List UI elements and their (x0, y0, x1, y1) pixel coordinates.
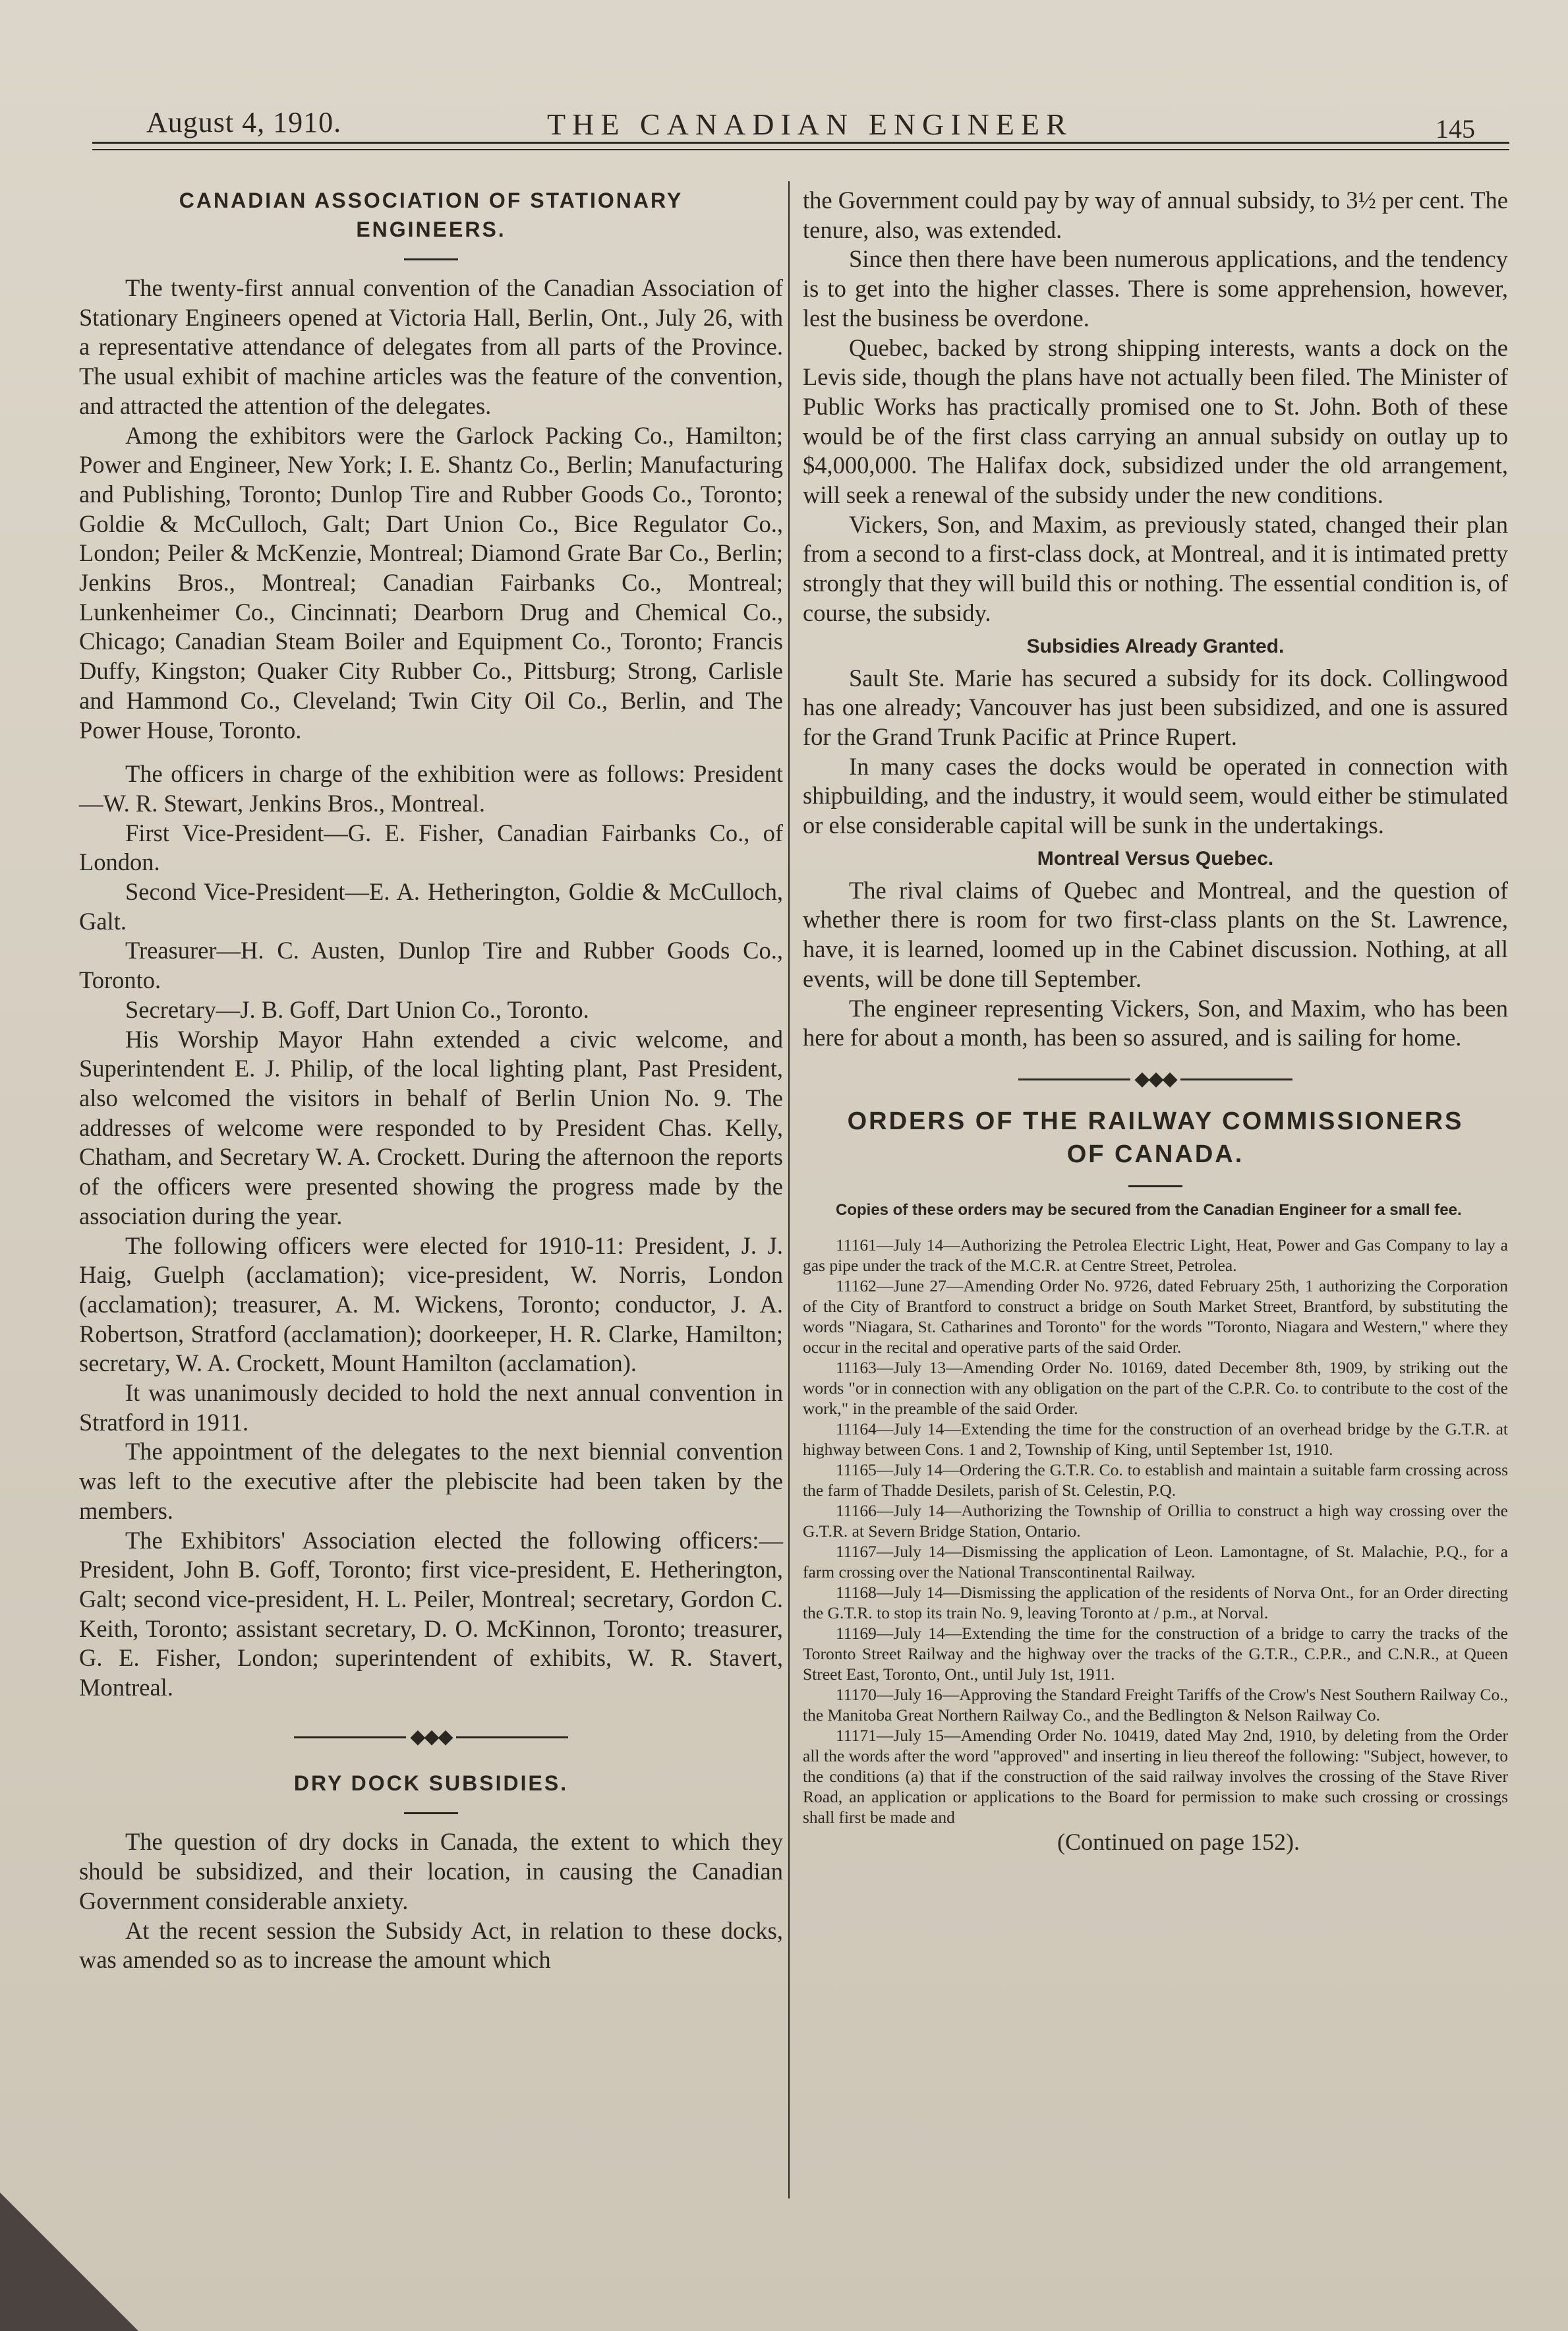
title-rule (1128, 1185, 1182, 1187)
article-paragraph: the Government could pay by way of annual subsidy, to 3½ per cent. The tenure, also, was extended. (803, 187, 1508, 243)
article-title-line2: ENGINEERS. (356, 218, 506, 241)
article-title-line1: CANADIAN ASSOCIATION OF STATIONARY (179, 189, 683, 212)
article-paragraph: The appointment of the delegates to the next biennial convention was left to the executive after the plebiscite had been taken by the members. (79, 1438, 783, 1524)
article-paragraph: Second Vice-President—E. A. Hetherington, Goldie & McCulloch, Galt. (79, 878, 783, 935)
article-paragraph: Among the exhibitors were the Garlock Packing Co., Hamilton; Power and Engineer, New York; I. E. Shantz Co., Berlin; Manufacturing and Publishing, Toronto; Dunlop Tire and Rubber Goods Co., Toronto; Goldie & McCulloch, Galt; Dart Union Co., Bice Regulator Co., London; Peiler & McKenzie, Montreal; Diamond Grate Bar Co., Berlin; Jenkins Bros., Montreal; Canadian Fairbanks Co., Montreal; Lunkenheimer Co., Cincinnati; Dearborn Drug and Chemical Co., Chicago; Canadian Steam Boiler and Equipment Co., Toronto; Francis Duffy, Kingston; Quaker City Rubber Co., Pittsburg; Strong, Carlisle and Hammond Co., Cleveland; Twin City Oil Co., Berlin, and The Power House, Toronto. (79, 421, 783, 744)
orders-title-line1: ORDERS OF THE RAILWAY COMMISSIONERS (847, 1107, 1464, 1135)
article-paragraph: At the recent session the Subsidy Act, in relation to these docks, was amended so as to increase the amount which (79, 1916, 783, 1974)
article-paragraph: First Vice-President—G. E. Fisher, Canadian Fairbanks Co., of London. (79, 819, 783, 876)
article-paragraph: Secretary—J. B. Goff, Dart Union Co., Toronto. (125, 995, 589, 1023)
section-ornament: ◆◆◆ (803, 1065, 1508, 1094)
article-paragraph: Sault Ste. Marie has secured a subsidy for its dock. Collingwood has one already; Vancouver has just been subsidized, and one is assured for the Grand Trunk Pacific at Prince Rupert. (803, 664, 1508, 750)
subheading: Subsidies Already Granted. (1026, 635, 1285, 657)
article-paragraph: Since then there have been numerous applications, and the tendency is to get into the higher classes. There is some apprehension, however, lest the business be overdone. (803, 245, 1508, 332)
article-paragraph: Vickers, Son, and Maxim, as previously stated, changed their plan from a second to a first-class dock, at Montreal, and it is intimated pretty strongly that they will build this or nothing. The essential condition is, of course, the subsidy. (803, 510, 1508, 626)
article-paragraph: The Exhibitors' Association elected the following officers:—President, John B. Goff, Toronto; first vice-president, E. Hetherington, Galt; second vice-president, H. L. Peiler, Montreal; secretary, Gordon C. Keith, Toronto; assistant secretary, D. O. McKinnon, Toronto; treasurer, G. E. Fisher, London; superintendent of exhibits, W. R. Stavert, Montreal. (79, 1526, 783, 1701)
order-item: 11165—July 14—Ordering the G.T.R. Co. to establish and maintain a suitable farm crossing across the farm of Thadde Desilets, parish of St. Celestin, P.Q. (803, 1460, 1508, 1500)
order-item: 11164—July 14—Extending the time for the construction of an overhead bridge by the G.T.R. at highway between Cons. 1 and 2, Township of King, until September 1st, 1910. (803, 1419, 1508, 1459)
article-paragraph: The twenty-first annual convention of the Canadian Association of Stationary Engineers opened at Victoria Hall, Berlin, Ont., July 26, with a representative attendance of delegates from all parts of the Province. The usual exhibit of machine articles was the feature of the convention, and attracted the attention of the delegates. (79, 274, 783, 419)
article-paragraph: It was unanimously decided to hold the next annual convention in Stratford in 1911. (79, 1379, 783, 1436)
article-paragraph: His Worship Mayor Hahn extended a civic welcome, and Superintendent E. J. Philip, of the local lighting plant, Past President, also welcomed the visitors in behalf of Berlin Union No. 9. The addresses of welcome were responded to by President Chas. Kelly, Chatham, and Secretary W. A. Crockett. During the afternoon the reports of the officers were presented showing the progress made by the association during the year. (79, 1025, 783, 1229)
continued-notice: (Continued on page 152). (1057, 1828, 1300, 1855)
order-item: 11162—June 27—Amending Order No. 9726, dated February 25th, 1 authorizing the Corporation of the City of Brantford to construct a bridge on South Market Street, Brantford, by substituting the words "Niagara, St. Catharines and Toronto" for the words "Toronto, Niagara and Western," where they occur in the recital and operative parts of the said Order. (803, 1276, 1508, 1357)
right-column (803, 186, 1508, 1856)
order-item: 11171—July 15—Amending Order No. 10419, dated May 2nd, 1910, by deleting from the Order all the words after the word "approved" and inserting in lieu thereof the following: "Subject, however, to the conditions (a) that if the construction of the said railway involves the crossing of the Stave River Road, an application or applications to the Board for permission to make such crossing or crossings shall first be made and (803, 1725, 1508, 1827)
order-item: 11163—July 13—Amending Order No. 10169, dated December 8th, 1909, by striking out the words "or in connection with any obligation on the part of the C.P.R. Co. to contribute to the cost of the work," in the preamble of the said Order. (803, 1357, 1508, 1418)
issue-date: August 4, 1910. (146, 106, 342, 138)
left-column (79, 186, 783, 1975)
article-paragraph: The question of dry docks in Canada, the extent to which they should be subsidized, and their location, in causing the Canadian Government considerable anxiety. (79, 1828, 783, 1914)
article-paragraph: In many cases the docks would be operated in connection with shipbuilding, and the industry, it would seem, would either be stimulated or else considerable capital will be sunk in the undertakings. (803, 752, 1508, 839)
header-rule-top (92, 142, 1509, 144)
header-rule-bottom (92, 149, 1509, 150)
column-divider (788, 181, 790, 2198)
order-item: 11168—July 14—Dismissing the application of the residents of Norva Ont., for an Order directing the G.T.R. to stop its train No. 9, leaving Toronto at / p.m., at Norval. (803, 1582, 1508, 1622)
page-number: 145 (1436, 114, 1475, 144)
scan-corner-shadow (0, 2193, 138, 2331)
order-item: 11161—July 14—Authorizing the Petrolea Electric Light, Heat, Power and Gas Company to lay a gas pipe under the track of the M.C.R. at Centre Street, Petrolea. (803, 1235, 1508, 1275)
article-paragraph: Treasurer—H. C. Austen, Dunlop Tire and Rubber Goods Co., Toronto. (79, 937, 783, 994)
title-rule (404, 258, 458, 260)
title-rule (404, 1812, 458, 1814)
order-item: 11167—July 14—Dismissing the application of Leon. Lamontagne, of St. Malachie, P.Q., for a farm crossing over the National Transcontinental Railway. (803, 1541, 1508, 1581)
article-paragraph: The officers in charge of the exhibition were as follows: President—W. R. Stewart, Jenkins Bros., Montreal. (79, 760, 783, 817)
orders-intro: Copies of these orders may be secured from the Canadian Engineer for a small fee. (836, 1200, 1462, 1219)
orders-list (803, 1200, 1508, 1827)
article-paragraph: Quebec, backed by strong shipping interests, wants a dock on the Levis side, though the plans have not actually been filed. The Minister of Public Works has practically promised one to St. John. Both of these would be of the first class carrying an annual subsidy on outlay up to $4,000,000. The Halifax dock, subsidized under the old arrangement, will seek a renewal of the subsidy under the new conditions. (803, 334, 1508, 509)
orders-title-line2: OF CANADA. (1066, 1140, 1244, 1168)
section-ornament: ◆◆◆ (79, 1723, 783, 1752)
article-title: DRY DOCK SUBSIDIES. (293, 1771, 569, 1796)
subheading: Montreal Versus Quebec. (1037, 847, 1274, 870)
order-item: 11169—July 14—Extending the time for the construction of a bridge to carry the tracks of the Toronto Street Railway and the highway over the tracks of the G.T.R., C.P.R., and C.N.R., at Queen Street East, Toronto, Ont., until July 1st, 1911. (803, 1623, 1508, 1684)
article-paragraph: The rival claims of Quebec and Montreal, and the question of whether there is room for two first-class plants on the St. Lawrence, have, it is learned, loomed up in the Cabinet discussion. Nothing, at all events, will be done till September. (803, 876, 1508, 992)
publication-title: THE CANADIAN ENGINEER (547, 107, 1073, 141)
article-paragraph: The engineer representing Vickers, Son, and Maxim, who has been here for about a month, has been so assured, and is sailing for home. (803, 994, 1508, 1051)
article-paragraph: The following officers were elected for 1910-11: President, J. J. Haig, Guelph (acclamation); vice-president, W. Norris, London (acclamation); treasurer, A. M. Wickens, Toronto; conductor, J. A. Robertson, Stratford (acclamation); doorkeeper, H. R. Clarke, Hamilton; secretary, W. A. Crockett, Mount Hamilton (acclamation). (79, 1231, 783, 1377)
order-item: 11170—July 16—Approving the Standard Freight Tariffs of the Crow's Nest Southern Railway Co., the Manitoba Great Northern Railway Co., and the Bedlington & Nelson Railway Co. (803, 1684, 1508, 1725)
order-item: 11166—July 14—Authorizing the Township of Orillia to construct a high way crossing over the G.T.R. at Severn Bridge Station, Ontario. (803, 1500, 1508, 1541)
